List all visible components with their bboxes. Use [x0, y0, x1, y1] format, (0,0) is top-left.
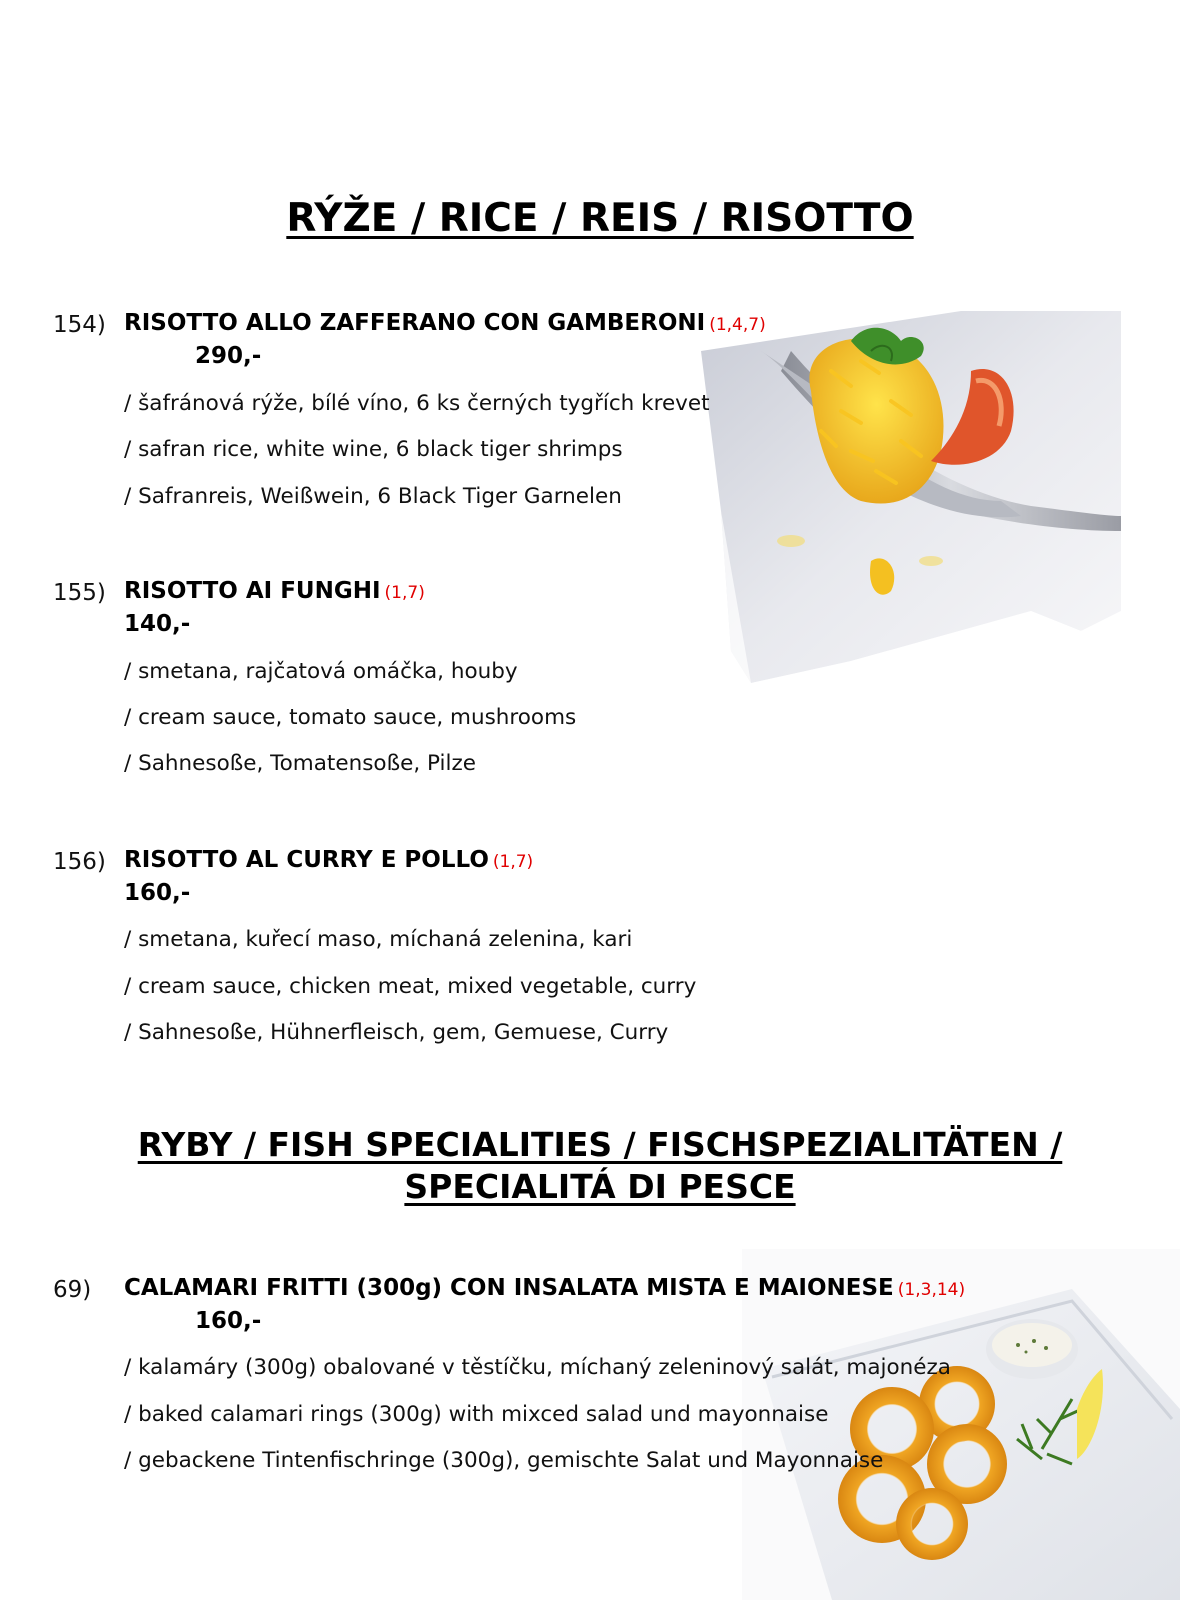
- item-desc-de: / gebackene Tintenfischringe (300g), gemischte Salat und Mayonnaise: [124, 1448, 884, 1473]
- item-number: 155): [53, 580, 106, 606]
- item-price: 160,-: [195, 1308, 262, 1334]
- item-price: 290,-: [195, 343, 262, 369]
- section-title-rice: RÝŽE / RICE / REIS / RISOTTO: [286, 196, 914, 241]
- item-allergens: (1,7): [492, 852, 534, 872]
- item-name-text: CALAMARI FRITTI (300g) CON INSALATA MISTA E MAIONESE: [124, 1275, 894, 1301]
- item-desc-de: / Sahnesoße, Hühnerfleisch, gem, Gemuese, Curry: [124, 1020, 669, 1045]
- item-desc-en: / safran rice, white wine, 6 black tiger shrimps: [124, 437, 623, 462]
- section-title-fish-line-2: SPECIALITÁ DI PESCE: [404, 1167, 796, 1206]
- section-title-fish-line-1: RYBY / FISH SPECIALITIES / FISCHSPEZIALITÄTEN /: [137, 1125, 1063, 1164]
- item-number: 69): [53, 1277, 92, 1303]
- item-desc-en: / cream sauce, tomato sauce, mushrooms: [124, 705, 577, 730]
- item-name-text: RISOTTO AI FUNGHI: [124, 578, 381, 604]
- item-name: [124, 1275, 965, 1301]
- item-desc-cs: / kalamáry (300g) obalované v těstíčku, míchaný zeleninový salát, majonéza: [124, 1355, 951, 1380]
- item-desc-en: / baked calamari rings (300g) with mixced salad und mayonnaise: [124, 1402, 829, 1427]
- item-number: 156): [53, 849, 106, 875]
- item-desc-en: / cream sauce, chicken meat, mixed vegetable, curry: [124, 974, 697, 999]
- item-name-text: RISOTTO AL CURRY E POLLO: [124, 847, 489, 873]
- item-allergens: (1,7): [384, 583, 425, 603]
- item-desc-cs: / šafránová rýže, bílé víno, 6 ks černých tygřích krevet: [124, 391, 710, 416]
- risotto-photo: [701, 311, 1121, 683]
- item-price: 160,-: [124, 880, 191, 906]
- item-allergens: (1,4,7): [709, 315, 766, 335]
- item-name: [124, 847, 533, 873]
- item-desc-de: / Sahnesoße, Tomatensoße, Pilze: [124, 751, 476, 776]
- item-number: 154): [53, 312, 106, 338]
- item-name: [124, 578, 425, 604]
- item-name: [124, 310, 766, 336]
- item-name-text: RISOTTO ALLO ZAFFERANO CON GAMBERONI: [124, 310, 706, 336]
- item-desc-cs: / smetana, rajčatová omáčka, houby: [124, 659, 518, 684]
- item-allergens: (1,3,14): [897, 1280, 966, 1300]
- item-desc-de: / Safranreis, Weißwein, 6 Black Tiger Garnelen: [124, 484, 622, 509]
- item-desc-cs: / smetana, kuřecí maso, míchaná zelenina, kari: [124, 927, 633, 952]
- item-price: 140,-: [124, 611, 191, 637]
- section-title-fish: [0, 1124, 1200, 1208]
